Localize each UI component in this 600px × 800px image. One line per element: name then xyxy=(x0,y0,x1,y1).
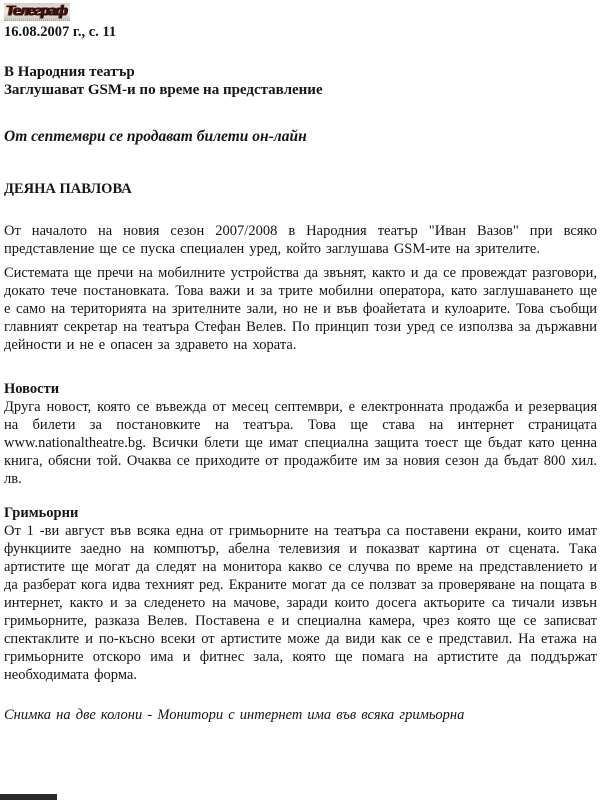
article-body xyxy=(4,222,597,724)
headline-kicker: В Народния театър xyxy=(4,64,135,80)
article-paragraph-2: Системата ще пречи на мобилните устройства да звънят, както и да се провеждат разговори, докато тече постановката. Това важи и за трите мобилни оператора, като заглушаването ще е само на територията на зрителните зали, но не и във фоайетата и кулоарите. Това съобщи главният секретар на театъра Стефан Велев. По принцип този уред се използва за държавни дейности и не е опасен за здравето на хората. xyxy=(4,265,597,353)
newspaper-logo: Телеграф xyxy=(4,3,70,21)
headline-block xyxy=(4,63,597,146)
partial-next-logo-bar xyxy=(0,794,57,800)
section-heading-grimyorni: Гримьорни xyxy=(4,505,79,521)
section-heading-novosti: Новости xyxy=(4,381,60,397)
masthead xyxy=(4,2,597,41)
byline-author: ДЕЯНА ПАВЛОВА xyxy=(4,181,132,197)
photo-caption: Снимка на две колони - Монитори с интернет има във всяка гримьорна xyxy=(4,707,465,723)
section-novosti-text: Друга новост, която се въвежда от месец септември, е електронната продажба и резервация на билети за постановките на театъра. Това ще става на интернет страницата www.nationaltheatre.bg. Всички блети ще имат специална защита тоест ще бъдат като ценна книга, обясни той. Очаква се приходите от продажбите им за новия сезон да бъдат 800 хил. лв. xyxy=(4,399,597,487)
article-lead-paragraph: От началото на новия сезон 2007/2008 в Народния театър "Иван Вазов" при всяко представление ще се пуска специален уред, който заглушава GSM-ите на зрителите. xyxy=(4,223,597,257)
section-grimyorni-text: От 1 -ви август във всяка една от гримьорните на театъра са поставени екрани, които имат функциите заедно на компютър, абелна телевизия и показват картина от сцената. Така артистите ще могат да следят на монитора какво се случва по време на представлението и да разберат кога идва техният ред. Екраните могат да се ползват за проверяване на пощата в интернет, както и за следенето на мачове, заради които досега актьорите са тичали извън гримьорните, разказа Велев. Поставена е и специална камера, чрез която ще се записват спектаклите и по-късно всеки от артистите може да види как се е представил. На етажа на гримьорните отскоро има и фитнес зала, която ще помага на артистите да поддържат необходимата форма. xyxy=(4,523,597,683)
headline-subtitle: От септември се продават билети он-лайн xyxy=(4,128,307,145)
headline-title: Заглушават GSM-и по време на представление xyxy=(4,82,323,98)
date-page-line: 16.08.2007 г., с. 11 xyxy=(4,24,117,40)
